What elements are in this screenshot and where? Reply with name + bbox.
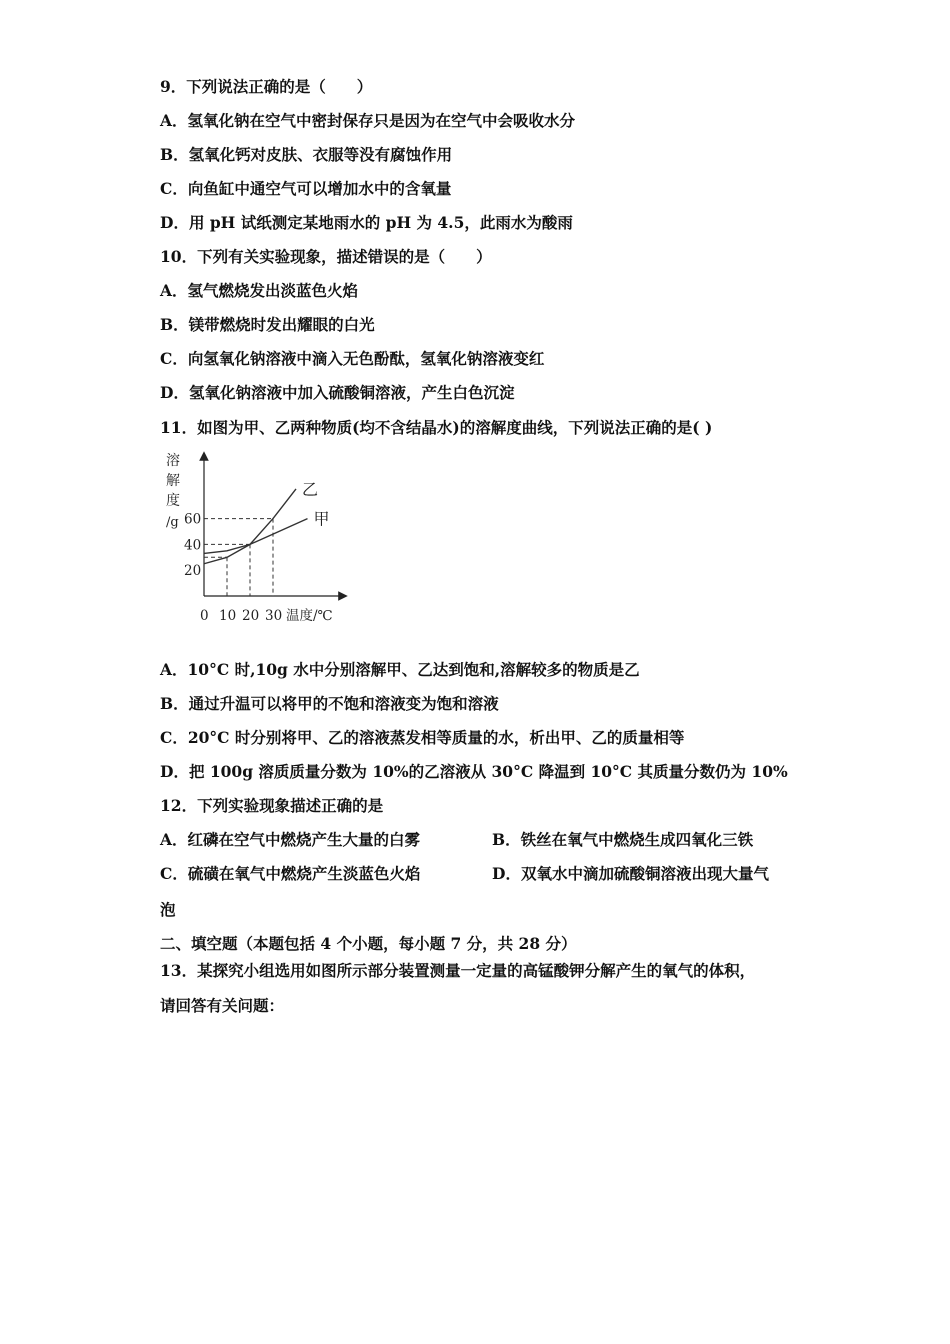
- x-tick-0: 0: [200, 608, 209, 624]
- q9-option-d: D．用 pH 试纸测定某地雨水的 pH 为 4.5，此雨水为酸雨: [160, 213, 573, 232]
- x-tick-30: 30: [265, 608, 283, 624]
- q9-option-c: C．向鱼缸中通空气可以增加水中的含氧量: [160, 179, 452, 198]
- q11-option-b: B．通过升温可以将甲的不饱和溶液变为饱和溶液: [160, 694, 499, 713]
- q13-stem-line2: 请回答有关问题：: [160, 996, 285, 1015]
- q13-stem-line1: 13．某探究小组选用如图所示部分装置测量一定量的高锰酸钾分解产生的氧气的体积，: [160, 961, 756, 980]
- y-tick-60: 60: [184, 511, 202, 528]
- x-tick-20: 20: [242, 608, 260, 624]
- q12-option-d-continued: 泡: [160, 900, 176, 919]
- q9-option-a: A．氢氧化钠在空气中密封保存只是因为在空气中会吸收水分: [160, 111, 576, 130]
- q10-stem: 10．下列有关实验现象，描述错误的是（ ）: [160, 247, 492, 266]
- y-tick-20: 20: [184, 563, 202, 580]
- q11-stem: 11．如图为甲、乙两种物质(均不含结晶水)的溶解度曲线，下列说法正确的是( ): [160, 418, 713, 437]
- q11-option-a: A．10°C 时,10g 水中分别溶解甲、乙达到饱和,溶解较多的物质是乙: [160, 660, 640, 679]
- q11-option-d: D．把 100g 溶质质量分数为 10%的乙溶液从 30°C 降温到 10°C 其质量分数仍为 10%: [160, 762, 788, 781]
- q11-option-c: C．20°C 时分别将甲、乙的溶液蒸发相等质量的水，析出甲、乙的质量相等: [160, 728, 685, 747]
- q10-option-a: A．氢气燃烧发出淡蓝色火焰: [160, 281, 359, 300]
- x-tick-10: 10: [219, 608, 237, 624]
- y-label-char-3: 度: [166, 493, 180, 509]
- q10-option-b: B．镁带燃烧时发出耀眼的白光: [160, 315, 375, 334]
- q12-option-d: D．双氧水中滴加硫酸铜溶液出现大量气: [492, 864, 769, 883]
- q12-option-a: A．红磷在空气中燃烧产生大量的白雾: [160, 830, 421, 849]
- y-tick-labels: [184, 512, 201, 580]
- y-label-char-1: 溶: [166, 453, 180, 469]
- x-axis-title: 温度/℃: [286, 608, 333, 624]
- series-labels: [302, 480, 330, 529]
- solubility-chart: [158, 448, 358, 633]
- q12-option-c: C．硫磺在氧气中燃烧产生淡蓝色火焰: [160, 864, 421, 883]
- q12-stem: 12．下列实验现象描述正确的是: [160, 796, 384, 815]
- series-label-yi: 乙: [302, 479, 319, 499]
- y-label-char-2: 解: [166, 473, 180, 489]
- x-tick-labels: [200, 608, 282, 624]
- q9-option-b: B．氢氧化钙对皮肤、衣服等没有腐蚀作用: [160, 145, 453, 164]
- y-axis-title: [166, 452, 180, 530]
- q9-stem: 9．下列说法正确的是（ ）: [160, 77, 373, 96]
- series-lines: [204, 489, 308, 564]
- section-heading: 二、填空题（本题包括 4 个小题，每小题 7 分，共 28 分）: [160, 934, 577, 953]
- q10-option-d: D．氢氧化钠溶液中加入硫酸铜溶液，产生白色沉淀: [160, 383, 515, 402]
- q10-option-c: C．向氢氧化钠溶液中滴入无色酚酞，氢氧化钠溶液变红: [160, 349, 545, 368]
- q12-option-b: B．铁丝在氧气中燃烧生成四氧化三铁: [492, 830, 754, 849]
- y-tick-40: 40: [184, 537, 202, 554]
- series-line-jia: [204, 519, 308, 554]
- y-label-char-4: /g: [166, 515, 179, 530]
- series-label-jia: 甲: [313, 509, 330, 529]
